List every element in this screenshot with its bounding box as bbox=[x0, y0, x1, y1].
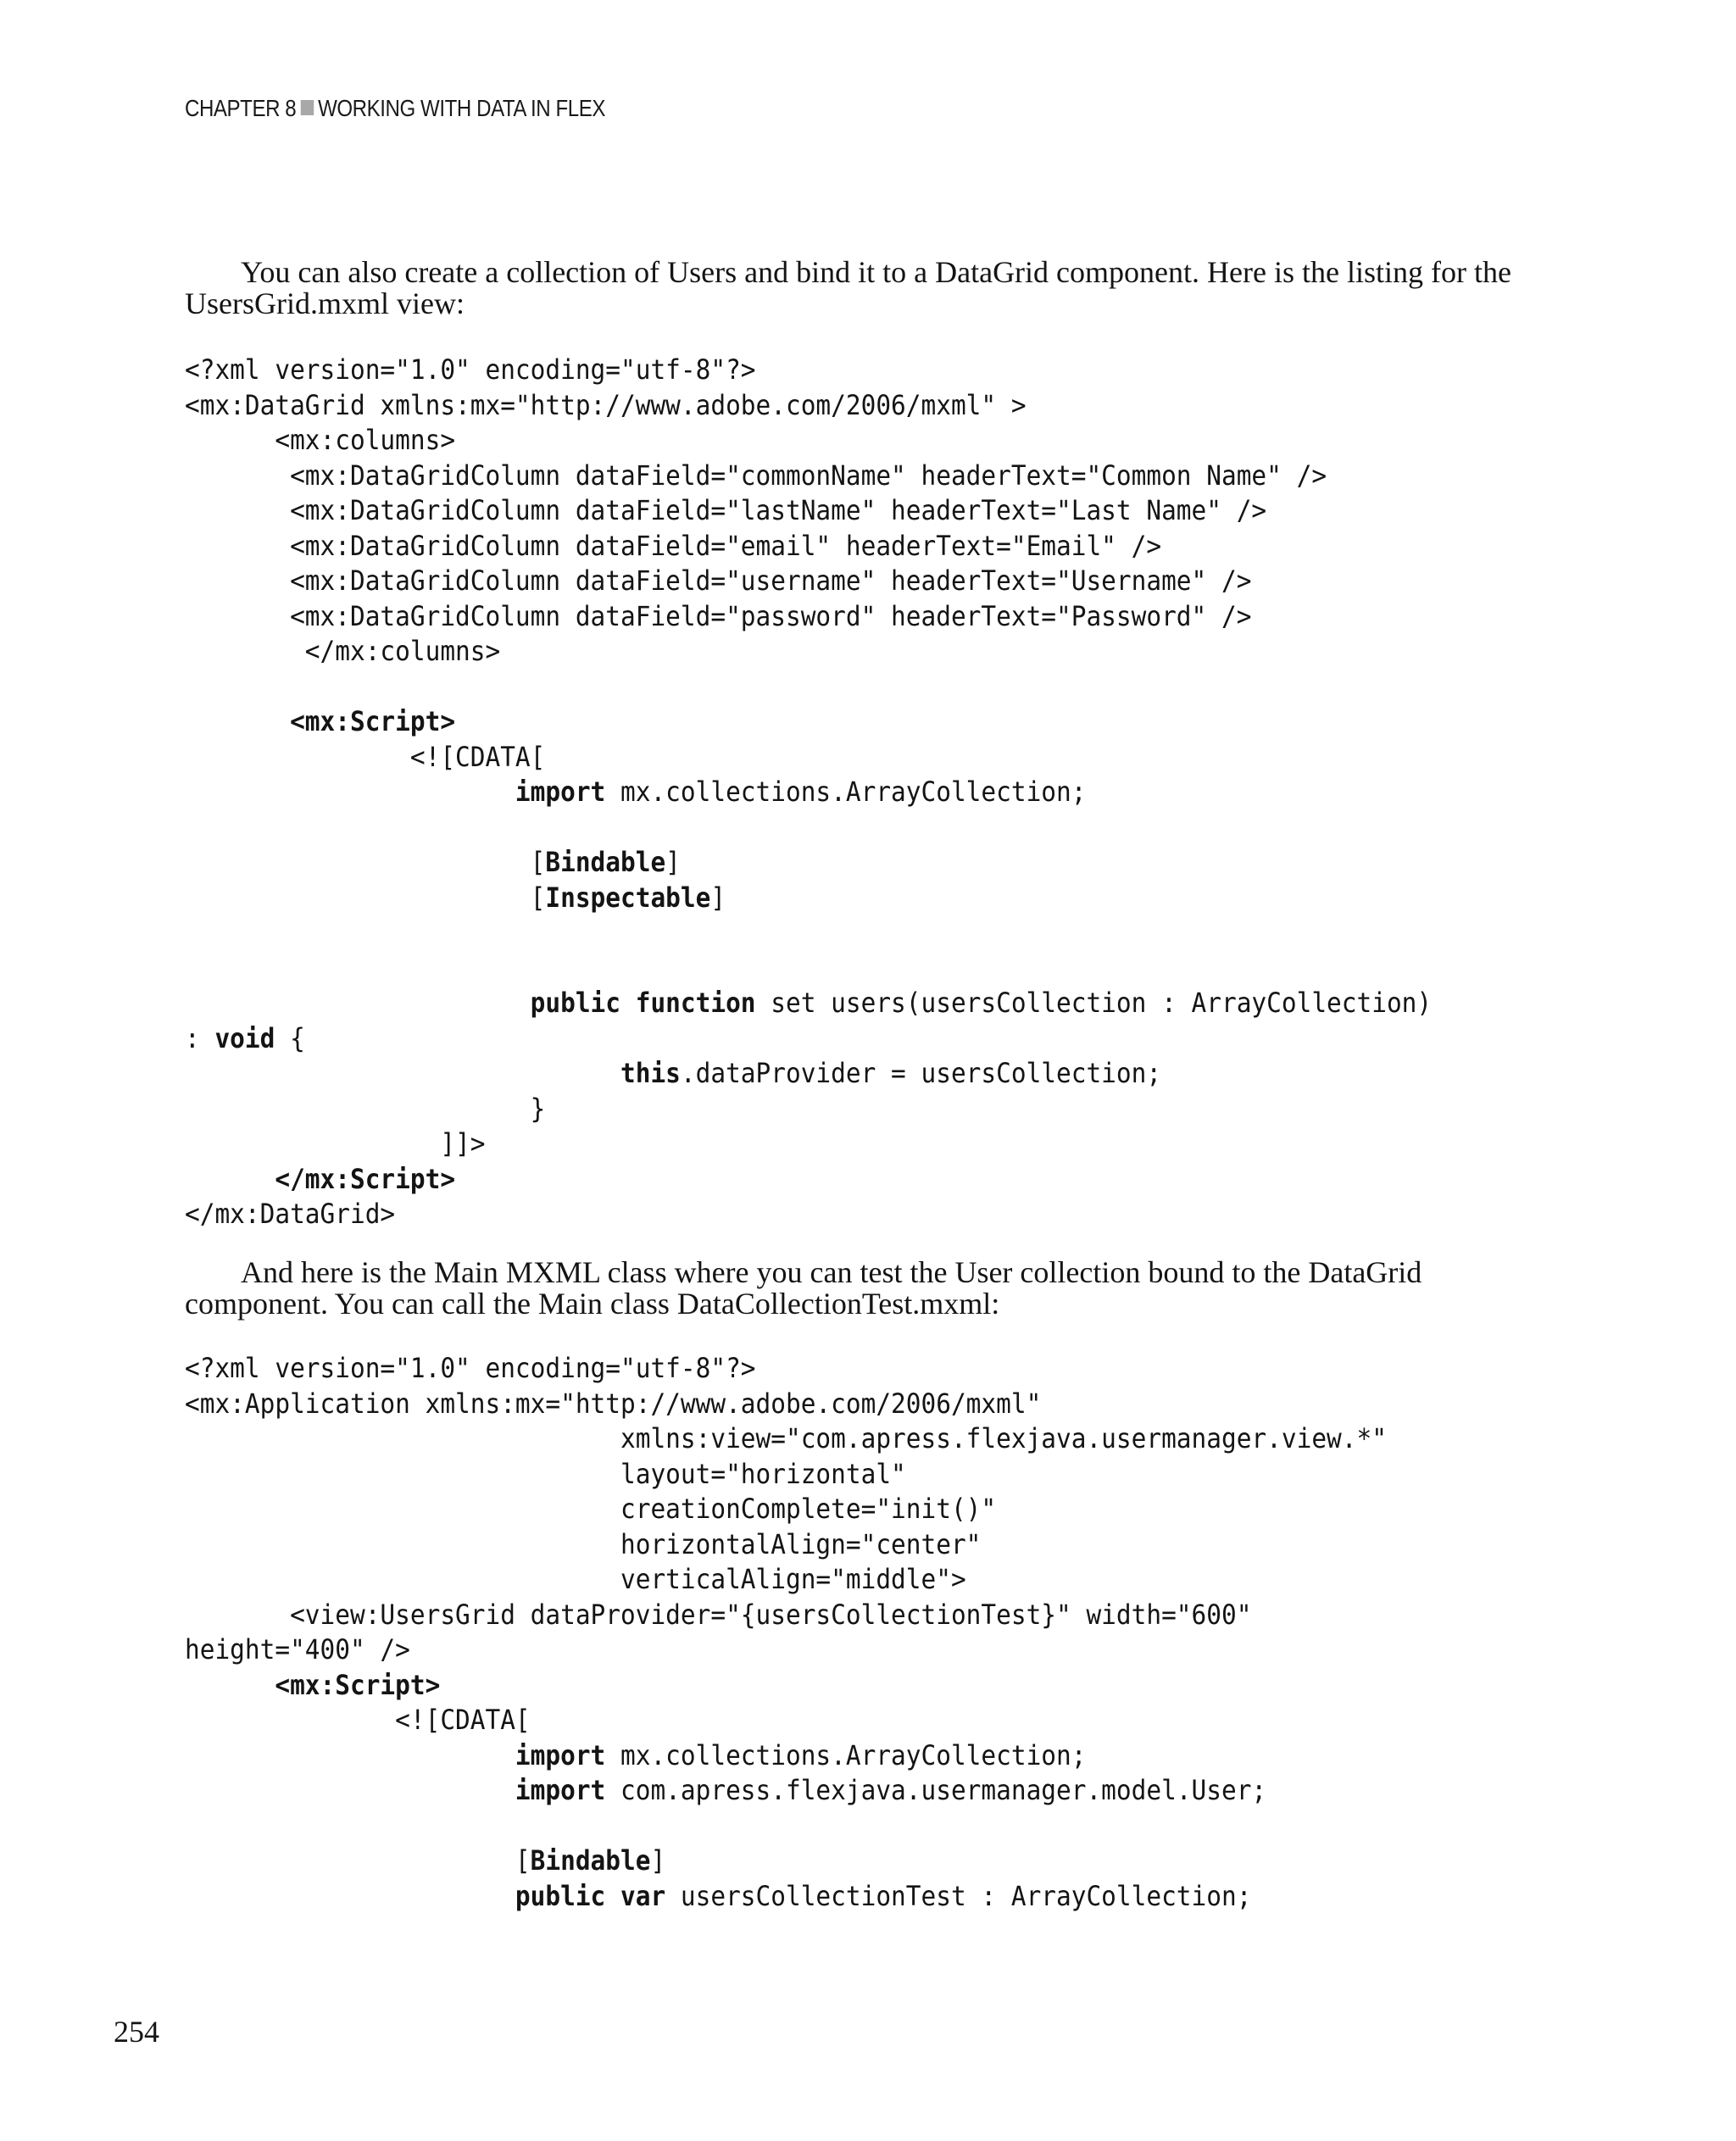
code-line: height="400" /> bbox=[185, 1633, 410, 1666]
chapter-label: CHAPTER 8 bbox=[185, 95, 297, 121]
code-line: <![CDATA[ bbox=[185, 740, 546, 773]
chapter-title: WORKING WITH DATA IN FLEX bbox=[318, 95, 605, 121]
code-line: horizontalAlign="center" bbox=[185, 1527, 982, 1560]
code-line: <mx:DataGridColumn dataField="username" headerText="Username" /> bbox=[185, 564, 1252, 597]
running-head bbox=[185, 95, 605, 122]
code-line bbox=[185, 915, 1432, 951]
code-line bbox=[185, 704, 1432, 740]
code-line: <mx:Application xmlns:mx="http://www.adobe.com/2006/mxml" bbox=[185, 1387, 1042, 1420]
code-keyword: import bbox=[515, 1774, 606, 1806]
code-line: layout="horizontal" bbox=[185, 1457, 906, 1490]
code-line bbox=[185, 810, 1432, 846]
code-line bbox=[185, 951, 1432, 987]
code-line: <mx:DataGridColumn dataField="commonName" headerText="Common Name" /> bbox=[185, 459, 1327, 492]
code-keyword: Bindable bbox=[530, 1844, 651, 1877]
code-line: <mx:DataGridColumn dataField="password" headerText="Password" /> bbox=[185, 599, 1252, 632]
code-keyword: import bbox=[515, 776, 606, 808]
code-line bbox=[185, 670, 1432, 705]
code-line: [Bindable] bbox=[185, 1844, 666, 1877]
code-line: this.dataProvider = usersCollection; bbox=[620, 1057, 1162, 1089]
code-line: <?xml version="1.0" encoding="utf-8"?> bbox=[185, 353, 756, 386]
code-line: <mx:DataGrid xmlns:mx="http://www.adobe.com/2006/mxml" > bbox=[185, 388, 1027, 421]
main-class-paragraph: And here is the Main MXML class where you can test the User collection bound to the DataGrid component. You can call the Main class DataCollectionTest.mxml: bbox=[185, 1255, 1422, 1321]
intro-paragraph: You can also create a collection of Users and bind it to a DataGrid component. Here is the listing for the UsersGrid.mxml view: bbox=[185, 255, 1511, 320]
code-line: <mx:DataGridColumn dataField="lastName" headerText="Last Name" /> bbox=[185, 494, 1267, 526]
code-line: <mx:columns> bbox=[185, 424, 456, 456]
code-listing-usersgrid bbox=[185, 353, 1432, 1232]
code-keyword: public function bbox=[530, 987, 756, 1019]
code-line bbox=[185, 1668, 1387, 1704]
code-line: <mx:DataGridColumn dataField="email" headerText="Email" /> bbox=[185, 529, 1162, 562]
code-line: <view:UsersGrid dataProvider="{usersCollectionTest}" width="600" bbox=[185, 1598, 1252, 1631]
code-line: import mx.collections.ArrayCollection; bbox=[515, 1738, 1087, 1771]
separator-square-icon bbox=[300, 100, 313, 115]
code-listing-datacollectiontest bbox=[185, 1351, 1387, 1914]
code-keyword: public var bbox=[515, 1879, 666, 1912]
code-line: xmlns:view="com.apress.flexjava.usermanager.view.*" bbox=[185, 1422, 1387, 1454]
code-line: <![CDATA[ bbox=[185, 1704, 531, 1736]
code-line: creationComplete="init()" bbox=[185, 1493, 997, 1525]
code-line: ]]> bbox=[185, 1127, 486, 1159]
code-line: [Inspectable] bbox=[185, 881, 726, 914]
code-keyword: <mx:Script> bbox=[275, 1668, 441, 1701]
code-keyword: void bbox=[214, 1021, 275, 1054]
code-line: </mx:DataGrid> bbox=[185, 1198, 396, 1230]
code-line: } bbox=[185, 1092, 546, 1125]
code-line: import com.apress.flexjava.usermanager.model.User; bbox=[515, 1774, 1267, 1806]
code-keyword: import bbox=[515, 1738, 606, 1771]
code-line: [Bindable] bbox=[185, 846, 681, 878]
code-line: : void { bbox=[185, 1021, 305, 1054]
code-line: verticalAlign="middle"> bbox=[185, 1563, 966, 1595]
code-keyword: </mx:Script> bbox=[275, 1162, 456, 1195]
code-keyword: <mx:Script> bbox=[290, 705, 456, 737]
code-line: public function set users(usersCollection : ArrayCollection) bbox=[530, 987, 1433, 1019]
code-keyword: Bindable bbox=[545, 846, 666, 878]
code-keyword: this bbox=[620, 1057, 681, 1089]
code-line: </mx:columns> bbox=[185, 635, 501, 667]
page-number: 254 bbox=[114, 2015, 159, 2049]
code-line bbox=[185, 1162, 1432, 1198]
code-line: <?xml version="1.0" encoding="utf-8"?> bbox=[185, 1352, 756, 1384]
code-keyword: Inspectable bbox=[545, 881, 711, 914]
code-line bbox=[185, 1809, 1387, 1844]
code-line: public var usersCollectionTest : ArrayCollection; bbox=[515, 1879, 1252, 1912]
code-line: import mx.collections.ArrayCollection; bbox=[515, 776, 1087, 808]
